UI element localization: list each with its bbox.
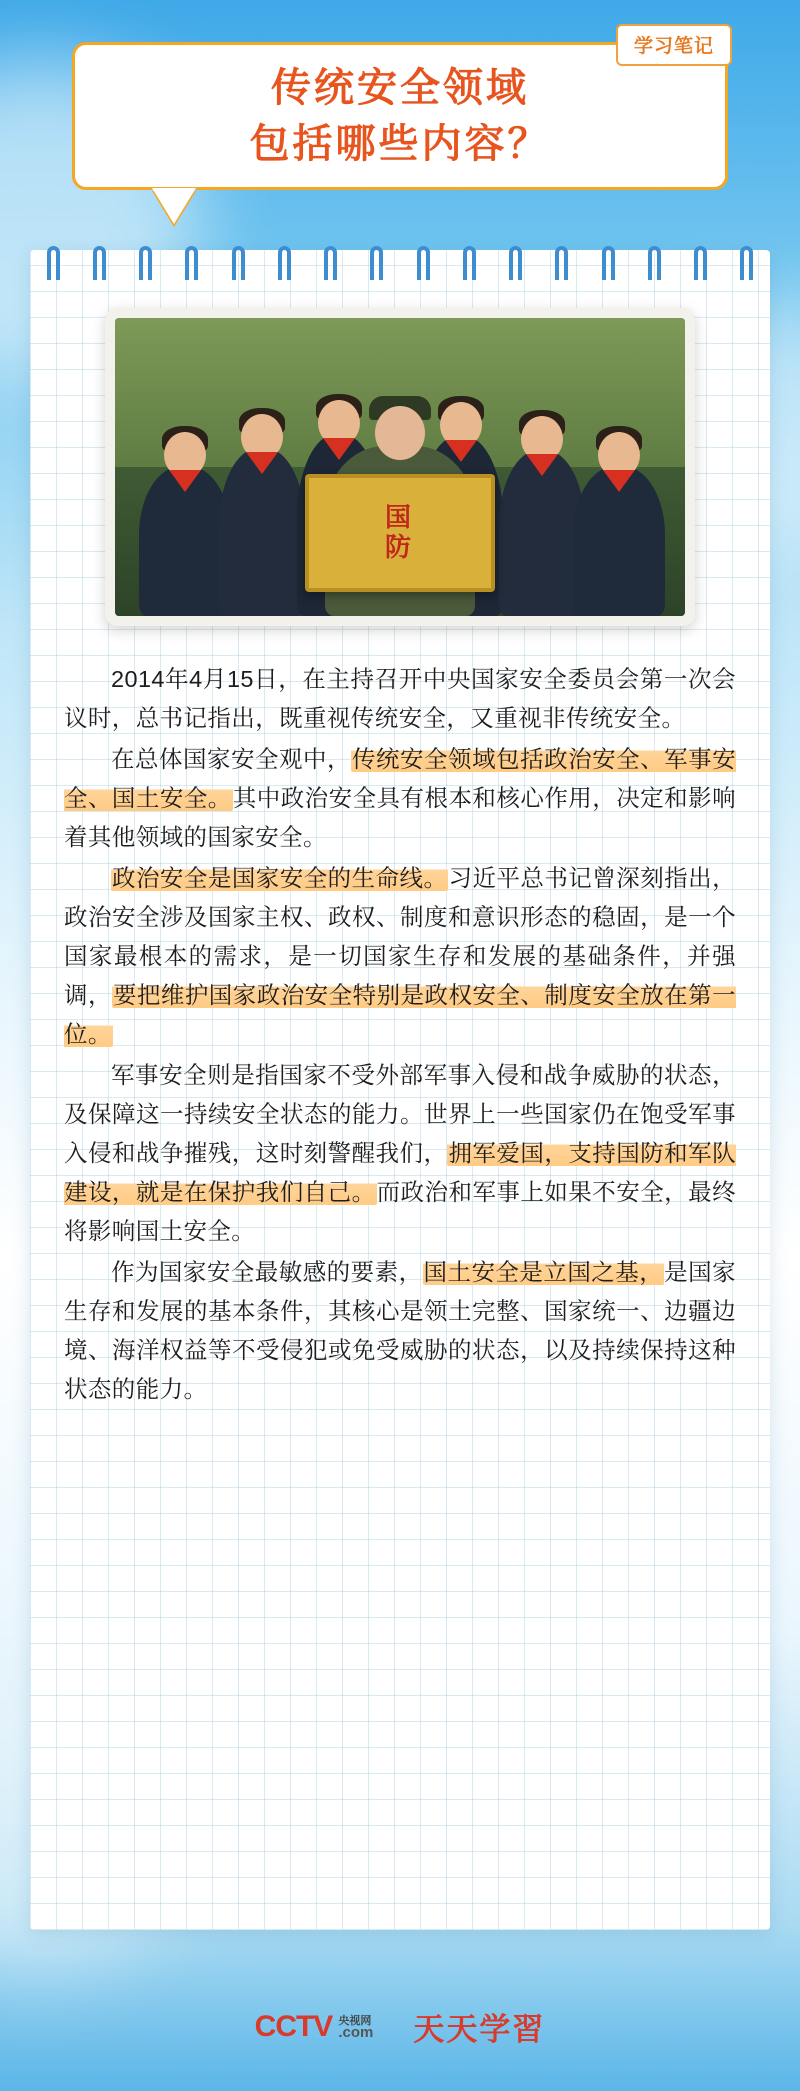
ring-icon [278,246,291,280]
p3-highlight-1: 政治安全是国家安全的生命线。 [112,865,448,891]
ring-icon [648,246,661,280]
ring-icon [185,246,198,280]
p1-text: 2014年4月15日，在主持召开中央国家安全委员会第一次会议时，总书记指出，既重视传统安全，又重视非传统安全。 [64,666,736,731]
p5-highlight: 国土安全是立国之基， [423,1259,664,1285]
paragraph-2 [64,740,736,857]
ring-icon [463,246,476,280]
photo-book [305,474,495,592]
page-title-line2: 包括哪些内容？ [249,122,551,166]
ring-icon [370,246,383,280]
ring-icon [324,246,337,280]
ring-icon [47,246,60,280]
paragraph-5 [64,1253,736,1409]
header [0,0,800,230]
brand-tiantian-xuexi: 天天学習 [413,2012,546,2047]
p3-highlight-2: 要把维护国家政治安全特别是政权安全、制度安全放在第一位。 [64,982,736,1047]
footer [0,2004,800,2049]
paragraph-4 [64,1056,736,1251]
article-body [64,660,736,1411]
p4-highlight: 拥军爱国，支持国防和军队建设，就是在保护我们自己。 [64,1140,736,1205]
ring-icon [139,246,152,280]
ring-icon [740,246,753,280]
ring-icon [93,246,106,280]
bubble-tail-icon [152,188,196,224]
badge-study-notes: 学习笔记 [616,24,732,66]
p5-text-a: 作为国家安全最敏感的要素， [111,1259,423,1285]
p2-text-a: 在总体国家安全观中， [111,746,352,772]
ring-icon [694,246,707,280]
cctv-wordmark: CCTV [254,2009,333,2043]
ring-icon [232,246,245,280]
ring-icon [417,246,430,280]
ring-icon [509,246,522,280]
p2-highlight: 传统安全领域包括政治安全、军事安全、国土安全。 [64,746,737,811]
p5-text-b: 是国家生存和发展的基本条件，其核心是领土完整、国家统一、边疆边境、海洋权益等不受侵犯或免受威胁的状态，以及持续保持这种状态的能力。 [64,1259,736,1402]
p4-text-b: 而政治和军事上如果不安全，最终将影响国土安全。 [64,1179,737,1244]
article-photo [115,318,685,616]
p2-text-b: 其中政治安全具有根本和核心作用，决定和影响着其他领域的国家安全。 [64,785,736,850]
cctv-domain-text: .com [338,2023,374,2041]
article-photo-frame [105,308,695,626]
paragraph-3 [64,859,736,1054]
photo-student [139,466,231,616]
paragraph-1 [64,660,736,738]
p3-text-a: 习近平总书记曾深刻指出，政治安全涉及国家主权、政权、制度和意识形态的稳固，是一个国家最根本的需求，是一切国家生存和发展的基础条件，并强调， [64,865,736,1008]
photo-student [219,448,305,616]
cctv-cn-text: 央视网 [338,2014,372,2027]
page-title-line1: 传统安全领域 [271,66,529,110]
ring-icon [602,246,615,280]
notebook-rings [30,246,770,286]
cctv-chinese-label [338,2015,373,2039]
p4-text-a: 军事安全则是指国家不受外部军事入侵和战争威胁的状态，及保障这一持续安全状态的能力。世界上一些国家仍在饱受军事入侵和战争摧残，这时刻警醒我们， [64,1062,736,1166]
photo-student [573,466,665,616]
ring-icon [555,246,568,280]
cctv-logo [255,2010,374,2044]
book-title-char1: 国 [384,502,415,533]
book-title-char2: 防 [384,532,415,562]
